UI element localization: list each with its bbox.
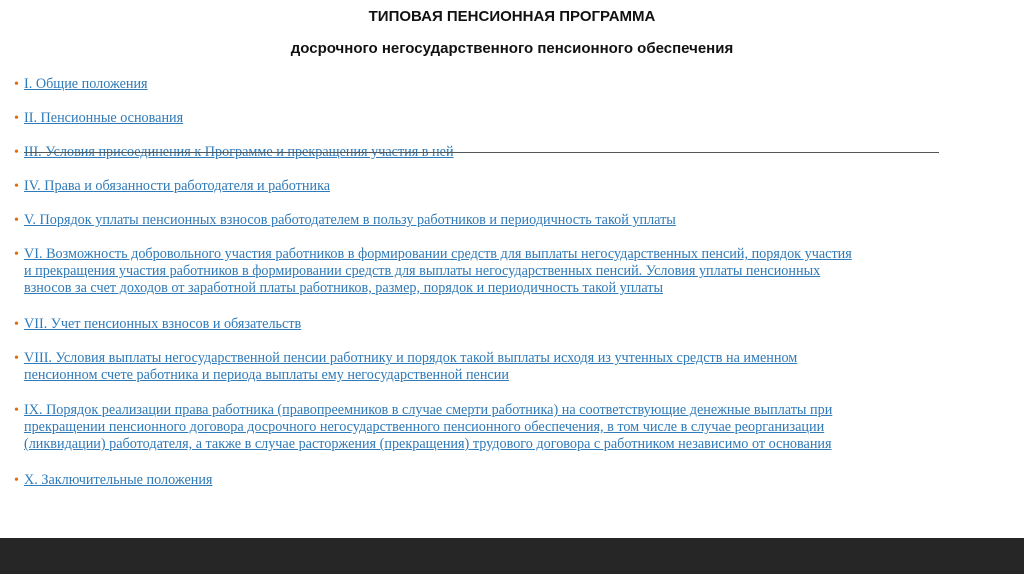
bullet-icon: • — [14, 473, 19, 488]
toc-item-9[interactable] — [14, 402, 1024, 453]
toc-link[interactable]: (ликвидации) работодателя, а также в случае расторжения (прекращения) трудового договора с работником независимо от основания — [24, 436, 832, 452]
toc-link[interactable]: взносов за счет доходов от заработной платы работников, размер, порядок и периодичность такой уплаты — [24, 280, 664, 296]
toc-link[interactable]: II. Пенсионные основания — [24, 110, 184, 126]
bullet-icon: • — [14, 247, 19, 262]
toc-link[interactable]: и прекращения участия работников в формировании средств для выплаты негосударственных пенсий. Условия уплаты пенсионных — [24, 263, 821, 279]
toc-link[interactable]: I. Общие положения — [24, 76, 148, 92]
footer-bar — [0, 538, 1024, 574]
toc-link[interactable]: IV. Права и обязанности работодателя и работника — [24, 178, 331, 194]
toc-item-2[interactable] — [14, 110, 1024, 127]
bullet-icon: • — [14, 317, 19, 332]
toc-link[interactable]: X. Заключительные положения — [24, 472, 213, 488]
toc-item-4[interactable] — [14, 178, 1024, 195]
bullet-icon: • — [14, 351, 19, 366]
toc-item-8[interactable] — [14, 350, 1024, 384]
toc-link[interactable]: VI. Возможность добровольного участия работников в формировании средств для выплаты негосударственных пенсий, порядок участия — [24, 246, 852, 262]
bullet-icon: • — [14, 213, 19, 228]
strikethrough-line — [24, 152, 939, 153]
toc-link[interactable]: IX. Порядок реализации права работника (правопреемников в случае смерти работника) на соответствующие денежные выплаты при — [24, 402, 833, 418]
bullet-icon: • — [14, 77, 19, 92]
bullet-icon: • — [14, 111, 19, 126]
toc-item-3[interactable] — [14, 144, 1024, 161]
toc-item-6[interactable] — [14, 246, 1024, 297]
toc-link[interactable]: III. Условия присоединения к Программе и прекращения участия в ней — [24, 144, 454, 160]
toc-link[interactable]: прекращении пенсионного договора досрочного негосударственного пенсионного обеспечения, в том числе в случае реорганизации — [24, 419, 825, 435]
bullet-icon: • — [14, 179, 19, 194]
toc-item-10[interactable] — [14, 472, 1024, 489]
toc-link[interactable]: VIII. Условия выплаты негосударственной пенсии работнику и порядок такой выплаты исходя из учтенных средств на именном — [24, 350, 798, 366]
bullet-icon: • — [14, 145, 19, 160]
toc-link[interactable]: VII. Учет пенсионных взносов и обязательств — [24, 316, 302, 332]
bullet-icon: • — [14, 403, 19, 418]
page-subtitle: досрочного негосударственного пенсионного обеспечения — [290, 40, 734, 57]
toc-item-5[interactable] — [14, 212, 1024, 229]
toc-item-7[interactable] — [14, 316, 1024, 333]
toc-link[interactable]: V. Порядок уплаты пенсионных взносов работодателем в пользу работников и периодичность такой уплаты — [24, 212, 676, 228]
toc-item-1[interactable] — [14, 76, 1024, 93]
toc-link[interactable]: пенсионном счете работника и периода выплаты ему негосударственной пенсии — [24, 367, 509, 383]
page-title: ТИПОВАЯ ПЕНСИОННАЯ ПРОГРАММА — [368, 8, 656, 25]
